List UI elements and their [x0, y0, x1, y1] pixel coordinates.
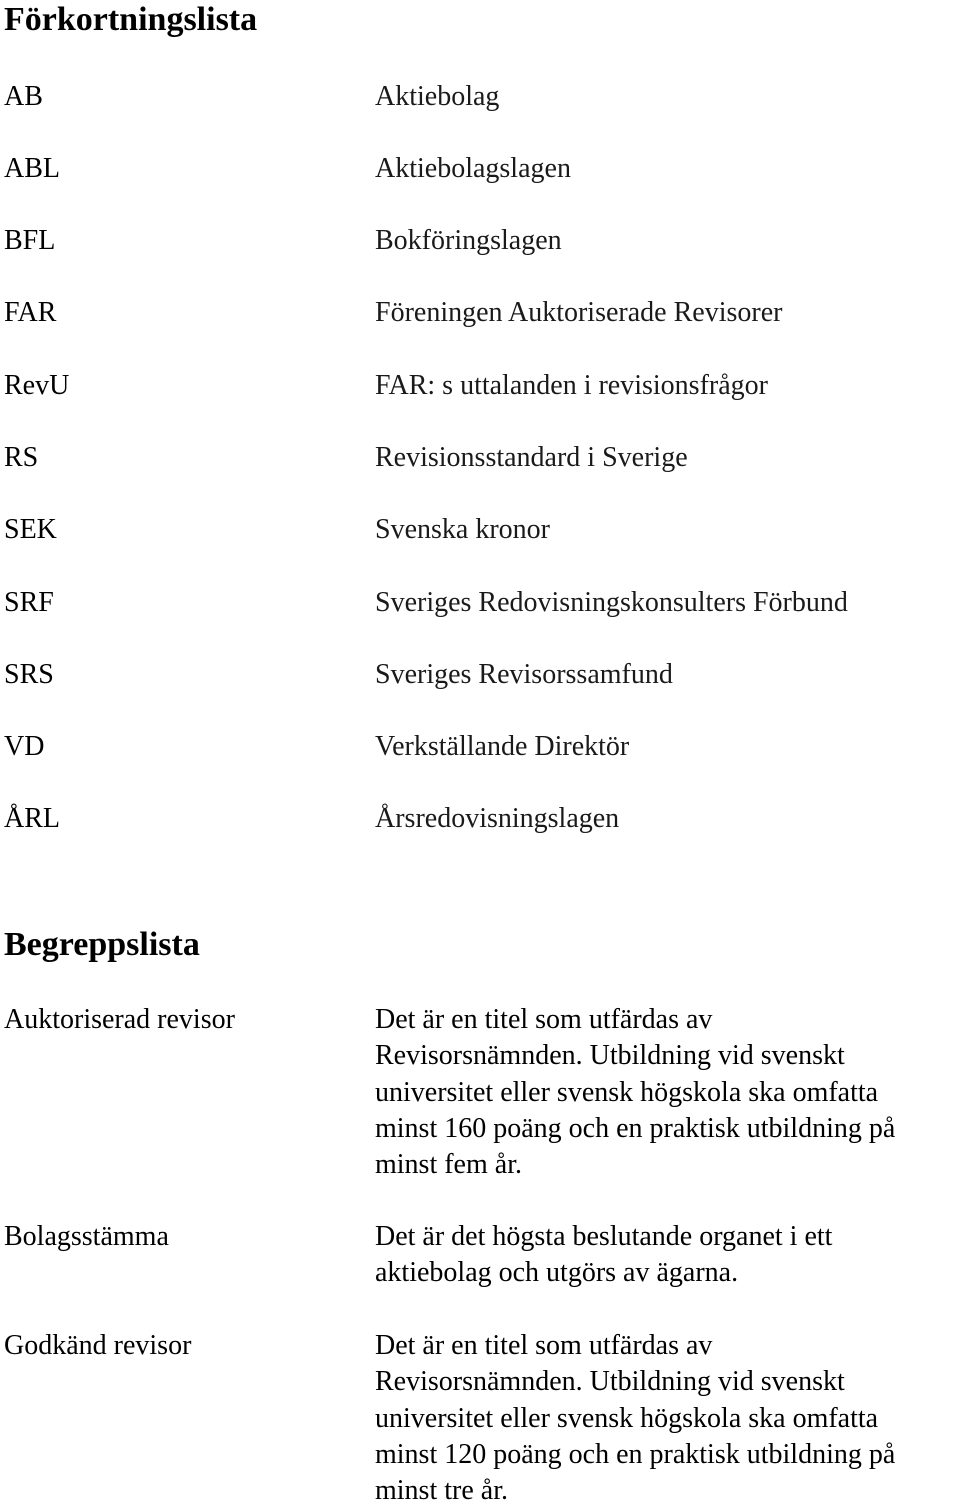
abbreviation-meaning: FAR: s uttalanden i revisionsfrågor	[375, 370, 768, 401]
definition-line: Det är en titel som utfärdas av	[375, 1004, 713, 1035]
abbreviation-code: FAR	[4, 297, 57, 328]
term-definition	[375, 1002, 960, 1183]
abbreviation-meaning: Årsredovisningslagen	[375, 803, 620, 834]
abbreviation-row	[0, 512, 960, 548]
definition-line: universitet eller svensk högskola ska omfatta	[375, 1402, 879, 1434]
abbreviation-code: RevU	[4, 370, 70, 401]
abbreviation-code: SEK	[4, 514, 57, 545]
definition-line: Det är en titel som utfärdas av	[375, 1330, 713, 1361]
definition-line: Revisorsnämnden. Utbildning vid svenskt	[375, 1040, 845, 1072]
term-name: Auktoriserad revisor	[4, 1004, 235, 1035]
abbreviation-meaning: Verkställande Direktör	[375, 731, 630, 762]
abbreviations-heading: Förkortningslista	[4, 1, 258, 38]
abbreviation-code: ABL	[4, 153, 60, 184]
definition-line: Revisorsnämnden. Utbildning vid svenskt	[375, 1366, 845, 1398]
abbreviation-code: RS	[4, 442, 39, 473]
abbreviation-meaning: Bokföringslagen	[375, 225, 562, 256]
abbreviation-meaning: Aktiebolag	[375, 81, 500, 112]
definition-line: minst 120 poäng och en praktisk utbildning på	[375, 1438, 896, 1470]
abbreviation-code: SRF	[4, 587, 54, 618]
abbreviation-code: VD	[4, 731, 45, 762]
abbreviation-row	[0, 585, 960, 621]
abbreviation-row	[0, 151, 960, 187]
abbreviation-meaning: Sveriges Redovisningskonsulters Förbund	[375, 587, 848, 618]
abbreviation-code: BFL	[4, 225, 56, 256]
abbreviation-row	[0, 223, 960, 259]
abbreviation-meaning: Revisionsstandard i Sverige	[375, 442, 688, 473]
definition-line: minst 160 poäng och en praktisk utbildning på	[375, 1112, 896, 1144]
abbreviation-code: AB	[4, 81, 43, 112]
definition-line: minst fem år.	[375, 1149, 522, 1181]
definition-line: aktiebolag och utgörs av ägarna.	[375, 1257, 739, 1289]
term-definition	[375, 1219, 960, 1292]
abbreviation-row	[0, 440, 960, 476]
abbreviation-code: ÅRL	[4, 803, 60, 834]
term-definition	[375, 1328, 960, 1509]
abbreviation-meaning: Sveriges Revisorssamfund	[375, 659, 673, 690]
abbreviation-row	[0, 295, 960, 331]
abbreviation-row	[0, 729, 960, 765]
term-name: Bolagsstämma	[4, 1221, 169, 1252]
abbreviation-row	[0, 657, 960, 693]
definition-line: minst tre år.	[375, 1475, 508, 1507]
definition-line: universitet eller svensk högskola ska omfatta	[375, 1076, 879, 1108]
abbreviation-meaning: Föreningen Auktoriserade Revisorer	[375, 297, 783, 328]
abbreviation-meaning: Svenska kronor	[375, 514, 550, 545]
abbreviation-row	[0, 79, 960, 115]
abbreviation-code: SRS	[4, 659, 54, 690]
terms-heading: Begreppslista	[4, 926, 200, 963]
definition-line: Det är det högsta beslutande organet i ett	[375, 1221, 833, 1252]
abbreviation-meaning: Aktiebolagslagen	[375, 153, 571, 184]
abbreviation-row	[0, 801, 960, 837]
term-name: Godkänd revisor	[4, 1330, 192, 1361]
abbreviation-row	[0, 368, 960, 404]
